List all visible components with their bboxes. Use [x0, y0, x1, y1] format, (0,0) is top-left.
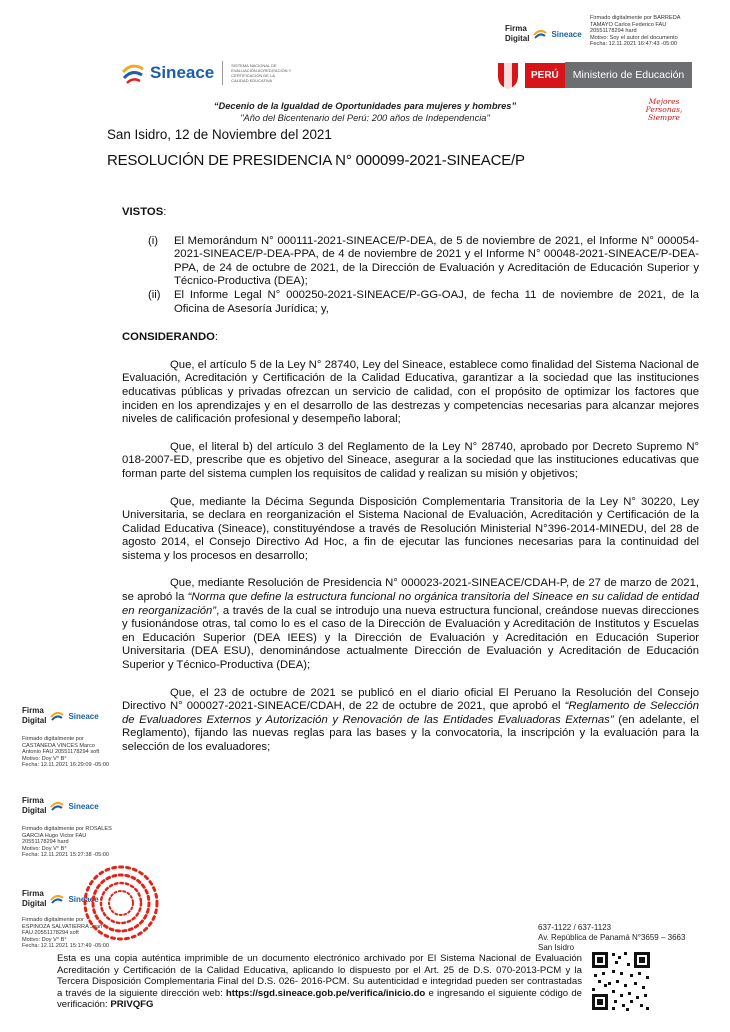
paragraph-text: , a través de la cual se introdujo una nueva estructura funcional, creándose nuevas direcciones y fusionándose otras, tal como lo es el caso de la Dirección de Evaluación y Acreditación de Institutos y Escuelas en Educación Superior (DEA IEES) y la Dirección de Evaluación y Acreditación en Educación Superior Universitaria (DEA ESU), denominándose actualmente Dirección de Evaluación y Acreditación de Educación Superior y Técnico-Productiva (DEA);	[122, 604, 700, 672]
paragraph	[122, 687, 699, 755]
verification-link[interactable]: https://sgd.sineace.gob.pe/verifica/inicio.do	[225, 987, 426, 999]
list-item-number: (i)	[148, 234, 159, 247]
signature-details	[22, 736, 109, 769]
sineace-bird-icon	[49, 798, 65, 814]
sig-line: Fecha: 12.11.2021 16:29:09 -05:00	[22, 762, 109, 769]
paragraph: Que, el artículo 5 de la Ley N° 28740, Ley del Sineace, establece como finalidad del Sistema Nacional de Evaluación, Acreditación y Certificación de la Calidad Educativa, garantizar a la sociedad que las instituciones educativas públicas y privadas ofrezcan un servicio de calidad, con el propósito de optimizar los factores que inciden en los aprendizajes y en el desarrollo de las destrezas y competencias necesarias para alcanzar mejores niveles de calificación profesional y desempeño laboral;	[122, 358, 699, 426]
reglamento-title: “Reglamento de Selección de Evaluadores Externos y Autorización y Renovación de las Entidades Evaluadoras Externas”	[122, 700, 699, 726]
decenio-line: “Decenio de la Igualdad de Oportunidades para mujeres y hombres”	[213, 101, 517, 111]
footer-address-line: Av. República de Panamá N°3659 – 3663	[538, 933, 686, 942]
sineace-subtitle: SISTEMA NACIONAL DE EVALUACIÓN ACREDITACIÓN Y CERTIFICACIÓN DE LA CALIDAD EDUCATIVA	[231, 63, 292, 83]
digital-label: Digital	[505, 34, 530, 43]
left-signature-1	[22, 706, 109, 769]
sineace-bird-icon	[49, 708, 65, 724]
sig-line: Firmado digitalmente por ROSALES	[22, 826, 112, 832]
sineace-brand: Sineace	[551, 29, 582, 39]
sig-line: Fecha: 12.11.2021 15:17:49 -05:00	[22, 943, 109, 950]
document-title: RESOLUCIÓN DE PRESIDENCIA N° 000099-2021-SINEACE/P	[107, 152, 525, 169]
sig-line: Motivo: Doy V° B°	[22, 936, 67, 943]
digital-label: Digital	[22, 899, 47, 908]
footer-text: Esta es una copia auténtica imprimible de un documento electrónico archivado por El Sistema Nacional de Evaluación Acreditación y Certificación de la Calidad Educativa, aplicando lo dispuesto por el Art. 25 de D.S. 070-2013-PCM y la Tercera Disposición Complementaria Final del D.S. 026- 2016-PCM. Su autenticidad e integridad pueden ser contrastadas a través de la siguiente dirección web:	[57, 953, 582, 999]
sig-line: 20551178294 hard	[590, 28, 637, 35]
list-item-number: (ii)	[148, 288, 161, 301]
sineace-brand: Sineace	[68, 711, 99, 721]
sig-line: Fecha: 12.11.2021 16:47:43 -05:00	[590, 41, 677, 48]
sig-line: Firmado digitalmente por BARREDA	[590, 15, 681, 21]
footer-address	[538, 923, 685, 953]
left-signature-2	[22, 796, 112, 859]
digital-label: Digital	[22, 806, 47, 815]
verification-code: PRIVQFG	[110, 999, 154, 1011]
paragraph-text: Que, mediante Resolución de Presidencia N° 000023-2021-SINEACE/CDAH-P, de 27 de marzo de 2021, se aprobó la	[122, 577, 699, 604]
sig-line: Motivo: Doy V° B°	[22, 845, 67, 852]
paragraph: Que, el literal b) del artículo 3 del Reglamento de la Ley N° 28740, aprobado por Decreto Supremo N° 018-2007-ED, prescribe que es objetivo del Sineace, asegurar a la sociedad que las instituciones educativas que forman parte del sistema cumplen los requisitos de calidad y realizan su misión y objetivos;	[122, 440, 699, 480]
vistos-list	[148, 235, 699, 317]
footer-verification	[57, 953, 582, 1011]
list-item-text: El Informe Legal N° 000250-2021-SINEACE/P-GG-OAJ, de fecha 11 de noviembre de 2021, de la Oficina de Asesoría Jurídica; y,	[174, 288, 699, 315]
minedu-logo	[495, 60, 692, 90]
sineace-bird-icon	[49, 891, 65, 907]
logo-divider	[222, 61, 223, 85]
document-date: San Isidro, 12 de Noviembre del 2021	[107, 127, 332, 142]
sig-line: TAMAYO Carlos Federico FAU	[590, 21, 667, 28]
list-item-text: El Memorándum N° 000111-2021-SINEACE/P-DEA, de 5 de noviembre de 2021, el Informe N° 000054-2021-SINEACE/P-DEA-PPA, de 4 de noviembre de 2021 y el Informe N° 00048-2021-SINEACE/P-DEA-PPA, de 24 de octubre de 2021, de la Dirección de Evaluación y Acreditación de Educación Superior y Técnico-Productiva (DEA);	[174, 234, 699, 288]
sineace-spiral-seal-icon	[80, 862, 162, 944]
top-signature-details	[590, 15, 720, 48]
qr-code-icon	[590, 950, 652, 1012]
peru-label: PERÚ	[525, 63, 565, 88]
considerando-heading: CONSIDERANDO:	[122, 331, 219, 344]
sig-line: FAU 20551178294 soft	[22, 930, 79, 937]
sig-line: Firmado digitalmente por	[22, 917, 84, 923]
sig-line: Firmado digitalmente por	[22, 736, 84, 742]
footer-phone: 637-1122 / 637-1123	[538, 923, 612, 932]
ministerio-label: Ministerio de Educación	[565, 62, 692, 88]
footer-text: e ingresando el siguiente código de verificación:	[57, 987, 582, 1011]
vistos-heading: VISTOS:	[122, 206, 167, 218]
sig-line: Antonio FAU 20551178294 soft	[22, 749, 100, 756]
considerando-label: CONSIDERANDO	[122, 331, 215, 344]
sig-line: GARCIA Hugo Victor FAU	[22, 832, 87, 839]
sineace-logo-text: Sineace	[150, 63, 215, 82]
sineace-bird-icon	[532, 26, 548, 42]
sineace-logo-icon	[120, 60, 146, 86]
sig-line: CASTANEDA VINCES Marco	[22, 742, 95, 749]
sig-line: Motivo: Doy V° B°	[22, 755, 67, 762]
firma-label: Firma	[22, 889, 44, 898]
sineace-brand: Sineace	[68, 801, 99, 811]
signature-details	[22, 826, 112, 859]
sig-line: Motivo: Soy el autor del documento	[590, 34, 678, 41]
sineace-brand: Sineace	[68, 894, 99, 904]
footer-address-line: San Isidro	[538, 943, 575, 952]
sig-line: ESPINOZA SALVATIERRA Juan	[22, 923, 103, 930]
paragraph	[122, 577, 699, 672]
top-digital-signature	[505, 24, 582, 44]
sig-line: 20551178294 hard	[22, 839, 69, 846]
anio-line: "Año del Bicentenario del Perú: 200 años de Independencia"	[240, 113, 490, 123]
list-item	[148, 235, 699, 289]
slogan-line: Siempre	[648, 113, 680, 122]
paragraph-text: (en adelante, el Reglamento), fijando las nuevas reglas para las bases y la convocatoria, la inscripción y la evaluación para la selección de los evaluadores;	[122, 713, 699, 753]
firma-label: Firma	[505, 24, 527, 33]
norma-title: “Norma que define la estructura funcional no orgánica transitoria del Sineace en su calidad de entidad en reorganización”	[122, 591, 699, 617]
peru-shield-icon	[495, 60, 521, 90]
firma-label: Firma	[22, 796, 44, 805]
slogan-line: Mejores	[648, 97, 680, 106]
document-body	[122, 206, 699, 755]
list-item	[148, 289, 699, 316]
paragraph-text: Que, el 23 de octubre de 2021 se publicó en el diario oficial El Peruano la Resolución del Consejo Directivo N° 000027-2021-SINEACE/CDAH, de 22 de octubre de 2021, que aprobó el	[122, 686, 699, 713]
vistos-label: VISTOS	[122, 206, 164, 218]
digital-label: Digital	[22, 716, 47, 725]
paragraph: Que, mediante la Décima Segunda Disposición Complementaria Transitoria de la Ley N° 30220, Ley Universitaria, se declara en reorganización el Sistema Nacional de Evaluación, Acreditación y Certificación de la Calidad Educativa (Sineace), constituyéndose a través de Resolución Ministerial N°396-2014-MINEDU, del 28 de agosto 2014, el Consejo Directivo Ad Hoc, a fin de ejecutar las funciones necesarias para la continuidad del sistema y los procesos en desarrollo;	[122, 495, 699, 562]
firma-label: Firma	[22, 706, 44, 715]
sig-line: Fecha: 12.11.2021 15:27:38 -05:00	[22, 852, 109, 859]
slogan-line: Personas,	[645, 105, 683, 114]
sineace-logo	[120, 60, 291, 86]
